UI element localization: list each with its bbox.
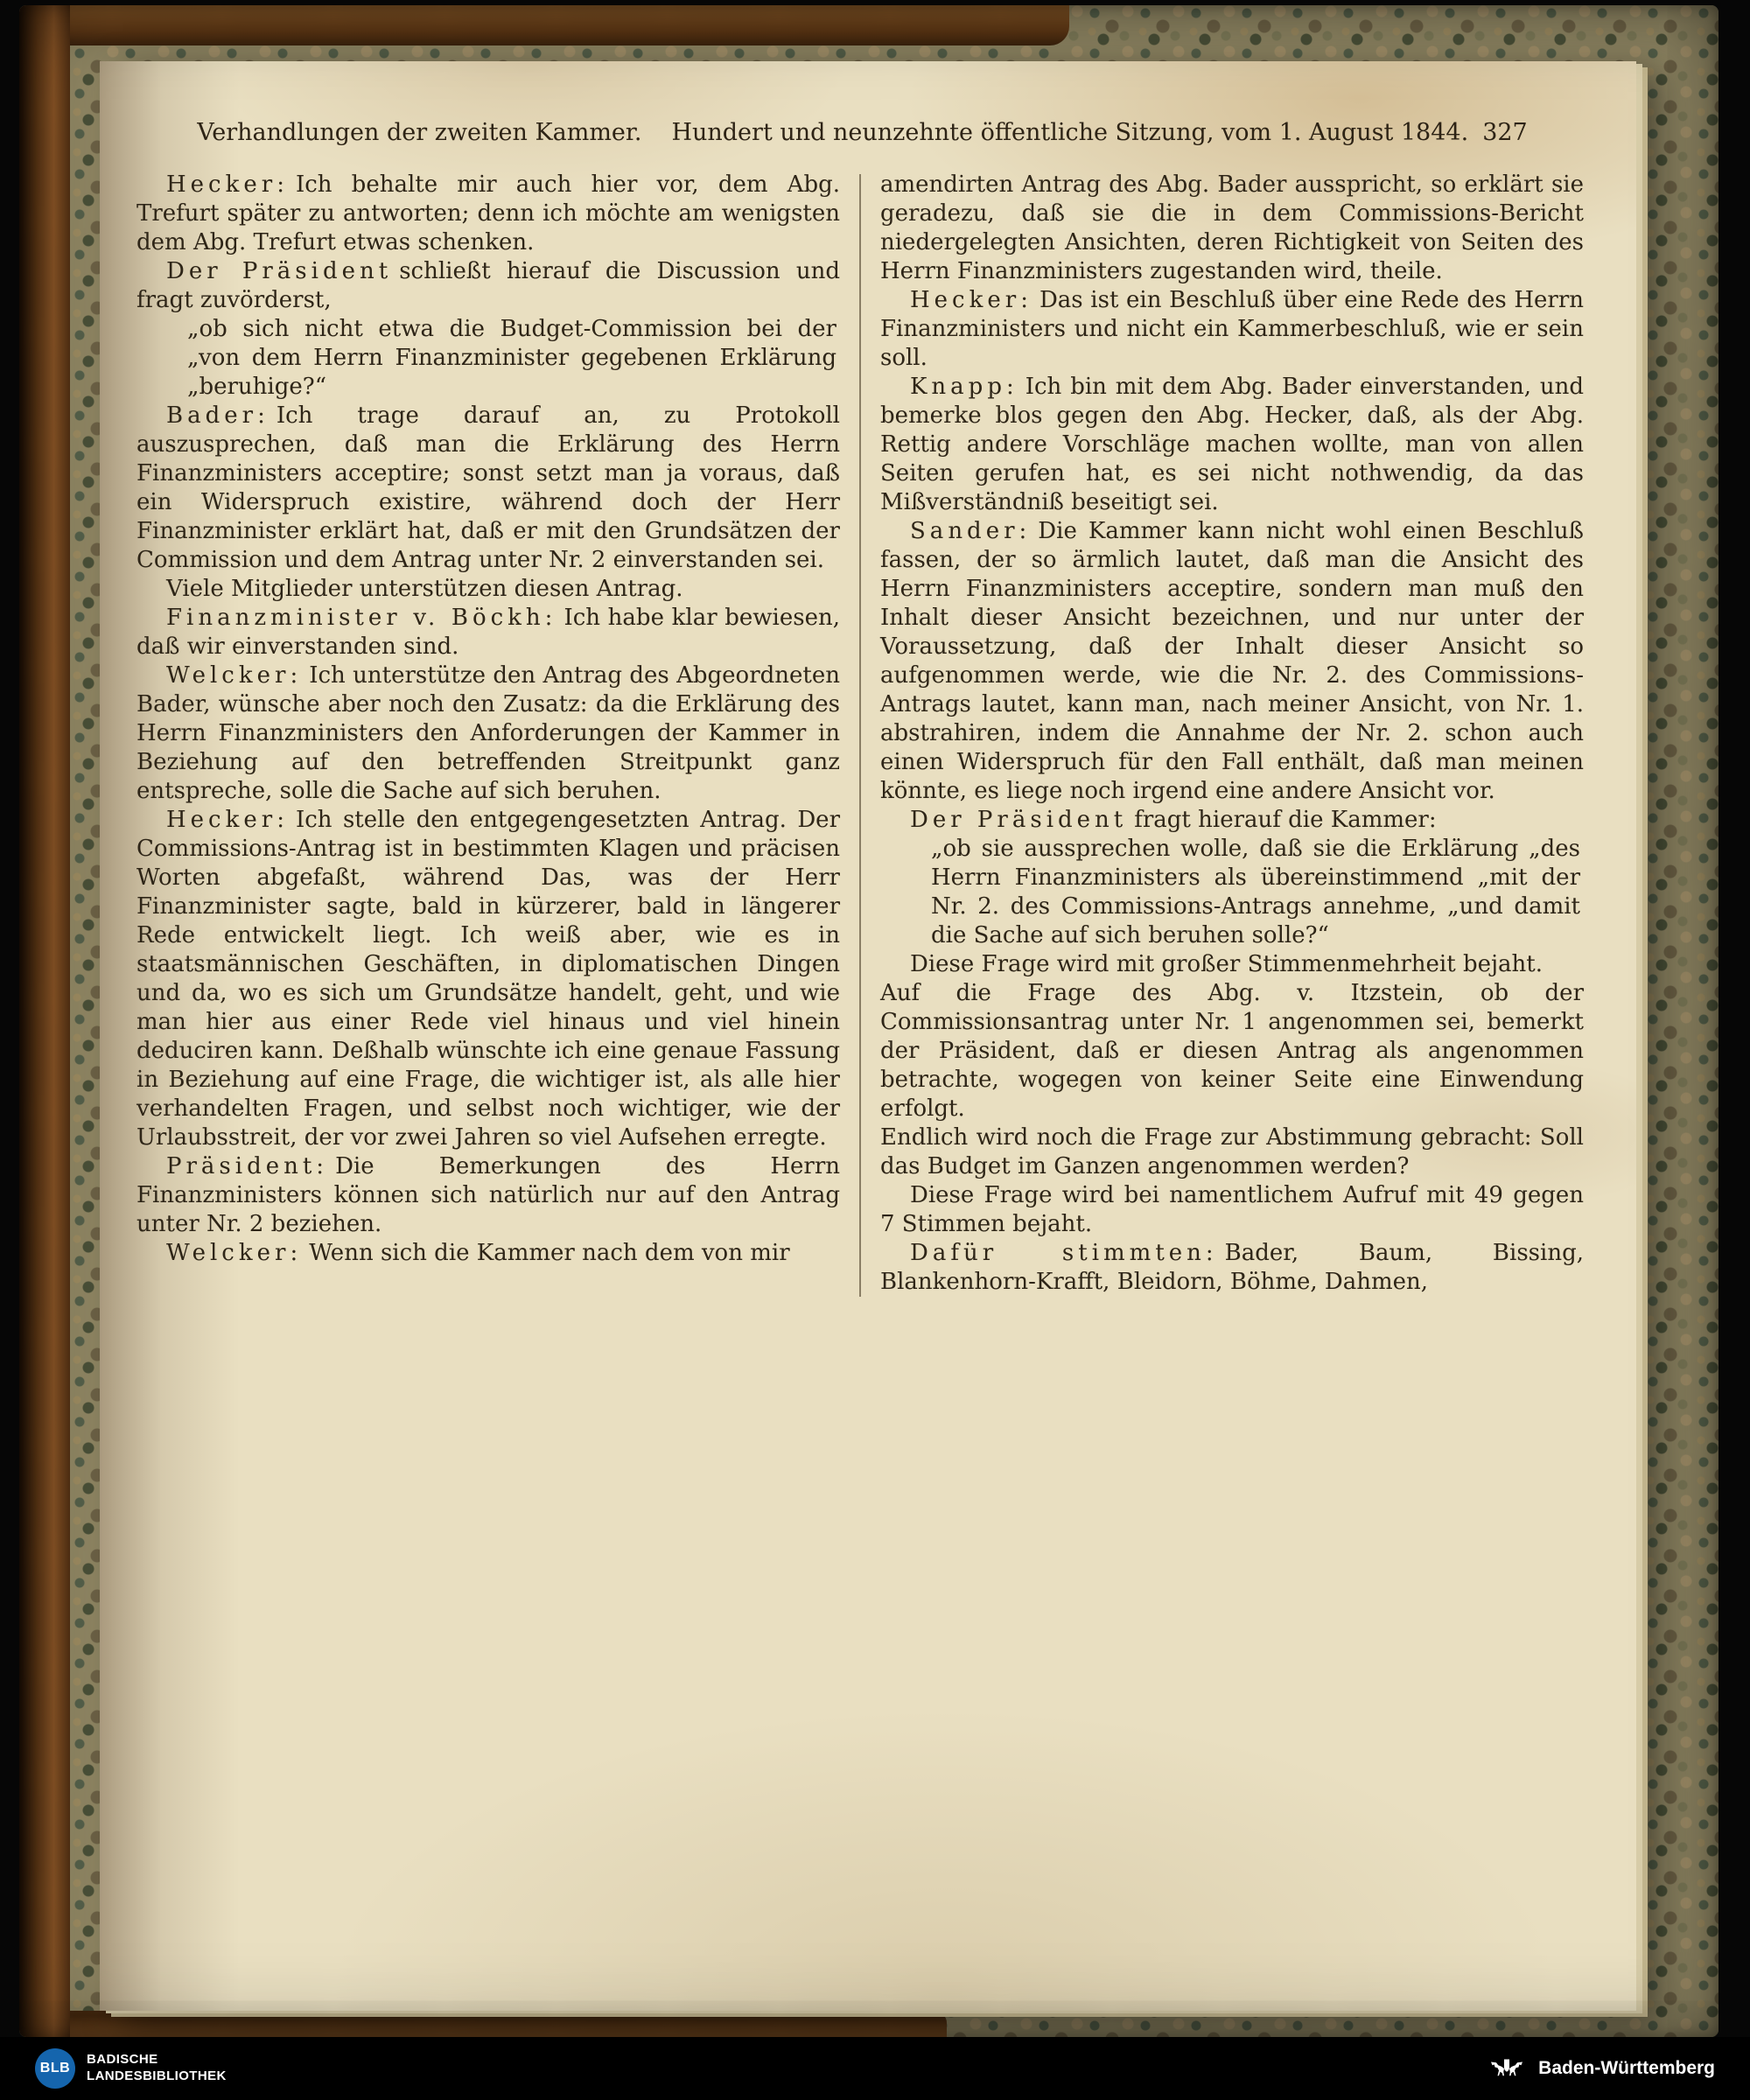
speaker-name: Sander: <box>910 518 1032 544</box>
book-scan <box>19 5 1718 2037</box>
paragraph <box>880 1181 1584 1239</box>
work-title: Verhandlungen der zweiten Kammer. <box>197 119 642 146</box>
speaker-name: Knapp: <box>910 374 1018 400</box>
paragraph-text: Das ist ein Beschluß über eine Rede des Herrn Finanzministers und nicht ein Kammerbeschluß, wie er sein soll. <box>880 287 1584 371</box>
book-leather-bottom-edge <box>54 2011 947 2037</box>
paragraph <box>880 171 1584 286</box>
library-name <box>87 2052 227 2085</box>
paragraph-text: schließt hierauf die Discussion und fragt zuvörderst, <box>136 258 841 313</box>
paragraph <box>880 1124 1584 1181</box>
paragraph <box>880 979 1584 1124</box>
library-name-line2: LANDESBIBLIOTHEK <box>87 2068 227 2083</box>
paragraph-text: Ich bin mit dem Abg. Bader einverstanden, und bemerke blos gegen den Abg. Hecker, daß, als der Abg. Rettig andere Vorschläge machen wollte, man von allen Seiten gerufen hat, es sei nicht nothwendig, da das Mißverständniß beseitigt sei. <box>880 374 1584 515</box>
paragraph-quote <box>931 835 1584 950</box>
paragraph <box>880 806 1584 835</box>
page-content <box>100 61 1636 2011</box>
speaker-name: Präsident: <box>166 1153 329 1180</box>
speaker-name: Bader: <box>166 402 270 429</box>
paragraph <box>136 806 840 1152</box>
speaker-name: Dafür stimmten: <box>910 1240 1218 1266</box>
paragraph <box>136 1239 840 1268</box>
column-divider <box>859 174 861 1297</box>
paragraph <box>880 1239 1584 1297</box>
speaker-name: Welcker: <box>166 1240 303 1266</box>
paragraph-quote <box>187 315 840 402</box>
paragraph-text: Ich stelle den entgegengesetzten Antrag. Der Commissions-Antrag ist in bestimmten Klagen und präcisen Worten abgefaßt, während Das, was der Herr Finanzminister sagte, bald in kürzerer, bald in längerer Rede entwickelt liegt. Ich weiß aber, wie es in staatsmännischen Geschäften, in diplomatischen Dingen und da, wo es sich um Grundsätze handelt, geht, und wie man hier aus einer Rede viel hinaus und viel hinein deduciren kann. Deßhalb wünschte ich eine genaue Fassung in Beziehung auf eine Frage, die wichtiger ist, als alle hier verhandelten Fragen, und selbst noch wichtiger, wie der Urlaubsstreit, der vor zwei Jahren so viel Aufsehen erregte. <box>136 807 840 1151</box>
paragraph-text: Bader, Baum, Bissing, Blankenhorn-Krafft, Bleidorn, Böhme, Dahmen, <box>880 1240 1584 1295</box>
bw-coat-of-arms-icon <box>1486 2055 1528 2082</box>
speaker-name: Hecker: <box>166 172 289 198</box>
book-leather-top-edge <box>54 5 1069 46</box>
blb-logo-circle: BLB <box>35 2048 75 2089</box>
paragraph-text: Diese Frage wird mit großer Stimmenmehrheit bejaht. <box>910 951 1544 977</box>
bw-wordmark: Baden-Württemberg <box>1538 2058 1715 2078</box>
paragraph-text: Wenn sich die Kammer nach dem von mir <box>309 1240 790 1266</box>
page-number: 327 <box>1482 119 1528 146</box>
paragraph <box>880 517 1584 806</box>
left-column <box>136 171 840 1297</box>
paragraph-text: Ich unterstütze den Antrag des Abgeordneten Bader, wünsche aber noch den Zusatz: da die Erklärung des Herrn Finanzministers den Anforderungen der Kammer in Beziehung auf den betreffenden Streitpunkt ganz entspreche, solle die Sache auf sich beruhen. <box>136 662 840 804</box>
paragraph-text: amendirten Antrag des Abg. Bader ausspricht, so erklärt sie geradezu, daß sie die in dem Commissions-Bericht niedergelegten Ansichten, deren Richtigkeit von Seiten des Herrn Finanzministers zugestanden wird, theile. <box>880 172 1584 284</box>
paragraph-text: Endlich wird noch die Frage zur Abstimmung gebracht: Soll das Budget im Ganzen angenommen werden? <box>880 1124 1584 1180</box>
speaker-name: Der Präsident <box>166 258 393 284</box>
scanned-page <box>100 61 1636 2011</box>
blb-logo[interactable] <box>35 2048 227 2089</box>
speaker-name: Welcker: <box>166 662 303 689</box>
paragraph-text: Ich behalte mir auch hier vor, dem Abg. Trefurt später zu antworten; denn ich möchte am wenigsten dem Abg. Trefurt etwas schenken. <box>136 172 840 256</box>
paragraph <box>136 402 840 575</box>
page-header-line <box>136 119 1588 146</box>
paragraph <box>136 575 840 604</box>
paragraph <box>880 373 1584 517</box>
paragraph-text: „ob sich nicht etwa die Budget-Commission bei der „von dem Herrn Finanzminister gegebenen Erklärung „beruhige?“ <box>187 316 836 400</box>
paragraph-text: Diese Frage wird bei namentlichem Aufruf mit 49 gegen 7 Stimmen bejaht. <box>880 1182 1584 1237</box>
paragraph-text: Viele Mitglieder unterstützen diesen Antrag. <box>166 576 683 602</box>
speaker-name: Finanzminister v. Böckh: <box>166 605 557 631</box>
paragraph <box>136 257 840 315</box>
speaker-name: Hecker: <box>166 807 289 833</box>
paragraph-text: Die Kammer kann nicht wohl einen Beschluß fassen, der so ärmlich lautet, daß man die Ansicht des Herrn Finanzministers acceptire, sondern man muß den Inhalt dieser Ansicht bezeichnen, und nur unter der Voraussetzung, daß der Inhalt dieser Ansicht so aufgenommen werde, wie die Nr. 2. des Commissions-Antrags lautet, kann man, nach meiner Ansicht, von Nr. 1. abstrahiren, indem die Annahme der Nr. 2. schon auch einen Widerspruch für den Fall enthält, daß man meinen könnte, es liege noch irgend eine andere Ansicht vor. <box>880 518 1584 804</box>
paragraph <box>136 662 840 806</box>
paragraph <box>136 604 840 662</box>
text-columns <box>136 171 1588 1297</box>
paragraph <box>880 286 1584 373</box>
paragraph-text: fragt hierauf die Kammer: <box>1134 807 1437 833</box>
library-name-line1: BADISCHE <box>87 2052 158 2068</box>
bw-logo[interactable] <box>1486 2055 1715 2082</box>
paragraph <box>136 171 840 257</box>
right-column <box>880 171 1584 1297</box>
speaker-name: Der Präsident <box>910 807 1128 833</box>
paragraph <box>880 950 1584 979</box>
paragraph-text: Ich trage darauf an, zu Protokoll auszusprechen, daß man die Erklärung des Herrn Finanzministers acceptire; sonst setzt man ja voraus, daß ein Widerspruch existire, während doch der Herr Finanzminister erklärt hat, daß er mit den Grundsätzen der Commission und dem Antrag unter Nr. 2 einverstanden sei. <box>136 402 840 573</box>
session-title: Hundert und neunzehnte öffentliche Sitzung, vom 1. August 1844. <box>671 119 1469 146</box>
paragraph-text: Die Bemerkungen des Herrn Finanzministers können sich natürlich nur auf den Antrag unter Nr. 2 beziehen. <box>136 1153 840 1237</box>
speaker-name: Hecker: <box>910 287 1032 313</box>
paragraph-text: „ob sie aussprechen wolle, daß sie die Erklärung „des Herrn Finanzministers als übereinstimmend „mit der Nr. 2. des Commissions-Antrags annehme, „und damit die Sache auf sich beruhen solle?“ <box>931 836 1580 948</box>
paragraph-text: Ich habe klar bewiesen, daß wir einverstanden sind. <box>136 605 840 660</box>
paragraph <box>136 1152 840 1239</box>
footer-bar <box>0 2037 1750 2100</box>
book-spine-leather <box>19 5 70 2037</box>
paragraph-text: Auf die Frage des Abg. v. Itzstein, ob der Commissionsantrag unter Nr. 1 angenommen sei, bemerkt der Präsident, daß er diesen Antrag als angenommen betrachte, wogegen von keiner Seite eine Einwendung erfolgt. <box>880 980 1584 1122</box>
